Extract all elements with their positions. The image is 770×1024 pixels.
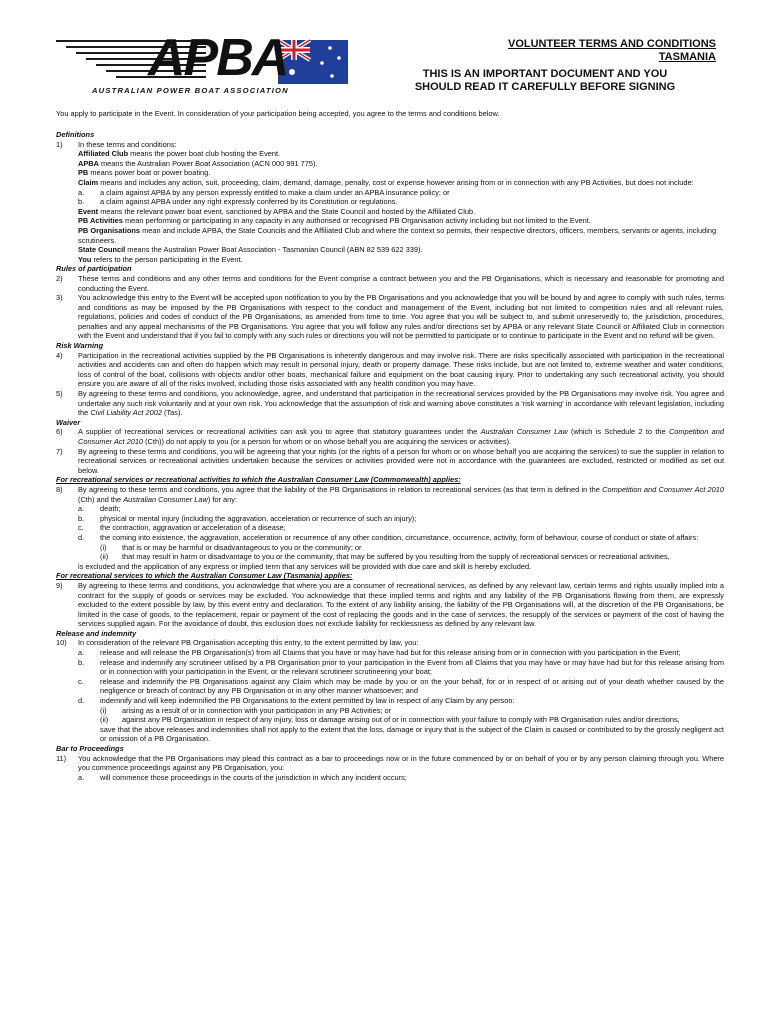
clause-6: 6) A supplier of recreational services or recreational activities can ask you to agree that statutory guarantees under the Australian Consumer Law (which is Schedule 2 to the Competition and Consumer Act 2010 (Cth)) do not apply to you (or a person for whom or on whose behalf you are acquiring the services or activities). <box>56 427 725 446</box>
clause-10a: a. release and will release the PB Organisation(s) from all Claims that you have or may have had but for this release arising from or in connection with you participation in the Event; <box>78 648 681 658</box>
def-pb-organisations: PB Organisations mean and include APBA, the State Councils and the Affiliated Club and where the context so permits, their respective directors, officers, members, servants or agents, including scrutineers. <box>78 225 717 245</box>
clause-4: 4) Participation in the recreational activities supplied by the PB Organisations is inherently dangerous and may involve risk. There are risks specifically associated with participation in the recreational activities and accidents can and often do happen which may result in personal injury, death or property damage. These risks include, but are not limited to, extreme weather and water conditions, loss of control of the boat, collisions with objects and/or other boats, mechanical failure and equipment on the boat causing injury. Prior to undertaking any such recreational activity, you should ensure you are aware of all of the risks involved, including those risks associated with any health condition you may have. <box>56 350 724 389</box>
def-apba: APBA means the Australian Power Boat Association (ACN 000 991 775). <box>78 158 318 168</box>
logo-subtitle: AUSTRALIAN POWER BOAT ASSOCIATION <box>92 86 289 95</box>
clause-9: 9) By agreeing to these terms and conditions, you acknowledge that where you are a consumer of recreational services, as defined by any relevant law, certain terms and rights usually implied into a contract for the supply of goods or services may be excluded. You acknowledge that these implied terms and rights and any liability of the PB Organisations flowing from them, are expressly excluded to the extent possible by law, by this event entry and declaration. To the extent of any liability arising, the liability of the PB Organisations will, at the discretion of the PB Organisations, be limited in the case of goods, to the replacement, repair or payment of the cost of replacing the goods and in the case of services, the resupply of the services or payment of the cost of having the services supplied again. For the avoidance of doubt, this exclusion does not exclude liability for recklessness as defined by any relevant law. <box>56 580 724 629</box>
def-affiliated-club: Affiliated Club means the power boat club hosting the Event. <box>78 149 281 159</box>
section-heading-acl-tasmania: For recreational services to which the Australian Consumer Law (Tasmania) applies: <box>56 571 353 581</box>
def-claim-a: a. a claim against APBA by any person expressly entitled to make a claim under an APBA insurance policy; or <box>78 187 450 197</box>
document-body <box>56 130 724 782</box>
clause-10d: d. indemnify and will keep indemnified the PB Organisations to the extent permitted by law in respect of any Claim by any person: <box>78 696 515 706</box>
clause-8b: b. physical or mental injury (including the aggravation, acceleration or recurrence of such an injury); <box>78 513 417 523</box>
section-heading-release: Release and indemnity <box>56 628 137 638</box>
clause-10d-i: (i) arising as a result of or in connection with your participation in any PB Activities; or <box>100 705 392 715</box>
clause-10c: c. release and indemnify the PB Organisations against any Claim which may be made by you or on the your behalf, for or in respect of or arising out of your death whether caused by the negligence or breach of contract by any PB Organisation or in any other manner whatsoever; and <box>78 676 724 696</box>
def-you: You refers to the person participating in the Event. <box>78 254 243 264</box>
document-header <box>360 38 730 94</box>
intro-text: You apply to participate in the Event. In consideration of your participation being accepted, you agree to the terms and conditions below. <box>56 109 500 118</box>
clause-10-tail: save that the above releases and indemnities shall not apply to the extent that the loss, damage or injury that is the subject of the Claim is caused or contributed to by the grossly negligent act or omission of a PB Organisation. <box>100 724 724 744</box>
clause-2: 2) These terms and conditions and any other terms and conditions for the Event comprise a contract between you and the PB Organisations, which is necessary and reasonable for promoting and conducting the Event. <box>56 273 724 293</box>
clause-8c: c. the contraction, aggravation or acceleration of a disease; <box>78 523 286 533</box>
clause-10: 10) In consideration of the relevant PB Organisation accepting this entry, to the extent permitted by law, you: <box>56 638 419 648</box>
clause-8a: a. death; <box>78 504 121 514</box>
important-notice: THIS IS AN IMPORTANT DOCUMENT AND YOU SHOULD READ IT CAREFULLY BEFORE SIGNING <box>414 68 676 93</box>
clause-11: 11) You acknowledge that the PB Organisations may plead this contract as a bar to proceedings now or in the future commenced by or on behalf of you or by any person claiming through you. Where you commence proceedings against any PB Organisation, you: <box>56 753 724 773</box>
clause-5: 5) By agreeing to these terms and conditions, you acknowledge, agree, and understand that participation in the recreational services provided by the PB Organisations may involve risk. You agree and undertake any such risk voluntarily and at your own risk. You acknowledge that the assumption of risk and warning above constitutes a 'risk warning' in accordance with relevant legislation, including the Civil Liability Act 2002 (Tas). <box>56 389 724 418</box>
clause-11a: a. will commence those proceedings in the courts of the jurisdiction in which any incident occurs; <box>78 772 407 782</box>
clause-8d-i: (i) that is or may be harmful or disadvantageous to you or the community; or <box>100 542 362 552</box>
def-pb-activities: PB Activities mean performing or participating in any capacity in any authorised or recognised PB Organisation activity including but not limited to the Event. <box>78 216 591 226</box>
clause-3: 3) You acknowledge this entry to the Event will be accepted upon notification to you by the PB Organisations and you acknowledge that you will be bound by and agree to comply with such rules, terms and conditions as may be imposed by the PB Organisations with respect to the conduct and management of the Event, including but not limited to competition rules and all relevant rules, regulations, policies and codes of conduct of the PB Organisations, as amended from time to time. You agree that you will be subject to, and submit unreservedly to, the jurisdiction, procedures, penalties and any appeal mechanisms of the PB Organisations. You agree that you will follow any rules and/or directions set by APBA or any relevant State Council or Affiliated Club in connection with the Event and understand that if you fail to comply with any such rules or directions you will not be permitted to participate or to continue to participate in the Event and no refund will be given. <box>56 293 724 341</box>
australian-flag-icon <box>278 40 348 84</box>
section-heading-definitions: Definitions <box>56 130 95 139</box>
section-heading-rules: Rules of participation <box>56 264 132 274</box>
apba-logo <box>56 30 356 100</box>
section-heading-acl-commonwealth: For recreational services or recreational activities to which the Australian Consumer Law (Commonwealth) applies: <box>56 475 461 485</box>
logo-letters: APBA <box>148 29 288 87</box>
section-heading-waiver: Waiver <box>56 417 81 427</box>
def-pb: PB means power boat or power boating. <box>78 168 211 178</box>
def-claim: Claim means and includes any action, suit, proceeding, claim, demand, damage, penalty, cost or expense however arising from or in connection with any PB Activities, but does not include: <box>78 177 694 187</box>
clause-8: 8) By agreeing to these terms and conditions, you agree that the liability of the PB Organisations in relation to recreational services (as that term is defined in the Competition and Consumer Act 2010 (Cth) and the Australian Consumer Law) for any: <box>56 484 724 504</box>
def-state-council: State Council means the Australian Power Boat Association - Tasmanian Council (ABN 82 539 622 339). <box>78 245 423 255</box>
document-subtitle: TASMANIA <box>658 51 716 63</box>
clause-8d: d. the coming into existence, the aggravation, acceleration or recurrence of any other condition, circumstance, occurrence, activity, form of behaviour, course of conduct or state of affairs: <box>78 532 699 542</box>
clause-8-tail: is excluded and the application of any express or implied term that any services will be provided with due care and skill is hereby excluded. <box>78 561 532 571</box>
def-event: Event means the relevant power boat event, sanctioned by APBA and the State Council and hosted by the Affiliated Club. <box>78 206 476 216</box>
document-title: VOLUNTEER TERMS AND CONDITIONS <box>508 38 716 50</box>
clause-1: 1) In these terms and conditions: Affiliated Club means the power boat club hosting the Event. APBA means the Australian Power Boat Association (ACN 000 991 775). PB means power boat or power boating. Claim means and includes any action, suit, proceeding, claim, demand, damage, penalty, cost or expense however arising from or in connection with any PB Activities, but does not include: a. a claim against APBA by any person expressly entitled to make a claim under an APBA insurance policy; or b. a claim against APBA under any right expressly conferred by its Constitution or regulations. Event means the relevant power boat event, sanctioned by APBA and the State Council and hosted by the Affiliated Club. PB Activities mean performing or participating in any capacity in any authorised or recognised PB Organisation activity including but not limited to the Event. PB Organisations mean and include APBA, the State Councils and the Affiliated Club and where the context so permits, their respective directors, officers, members, servants or agents, including scrutineers. State Council means the Australian Power Boat Association - Tasmanian Council (ABN 82 539 622 339). You refers to the person participating in the Event. <box>56 140 724 265</box>
clause-7: 7) By agreeing to these terms and conditions, you will be agreeing that your rights (or the rights of a person for whom or on whose behalf you are acquiring the services) to sue the supplier in relation to recreational services or recreational activities undertaken because the services or activities provided were not in accordance with the guarantees are excluded, restricted or modified as set out below. <box>56 446 724 475</box>
clause-10b: b. release and indemnify any scrutineer utilised by a PB Organisation prior to your participation in the Event from all Claims that you may have or may have had but for this release arising from or in connection with your participation in the Event, or the relevant scrutineer scrutineering your boat; <box>78 657 724 677</box>
section-heading-bar: Bar to Proceedings <box>56 744 124 753</box>
clause-8d-ii: (ii) that may result in harm or disadvantage to you or the community, that may be suffered by you resulting from the supply of recreational services or recreational activities, <box>100 552 670 562</box>
section-heading-risk: Risk Warning <box>56 341 104 351</box>
def-claim-b: b. a claim against APBA under any right expressly conferred by its Constitution or regulations. <box>78 197 398 207</box>
clause-10d-ii: (ii) against any PB Organisation in respect of any injury, loss or damage arising out of or in connection with your failure to comply with PB Organisation rules and/or directions, <box>100 715 680 725</box>
